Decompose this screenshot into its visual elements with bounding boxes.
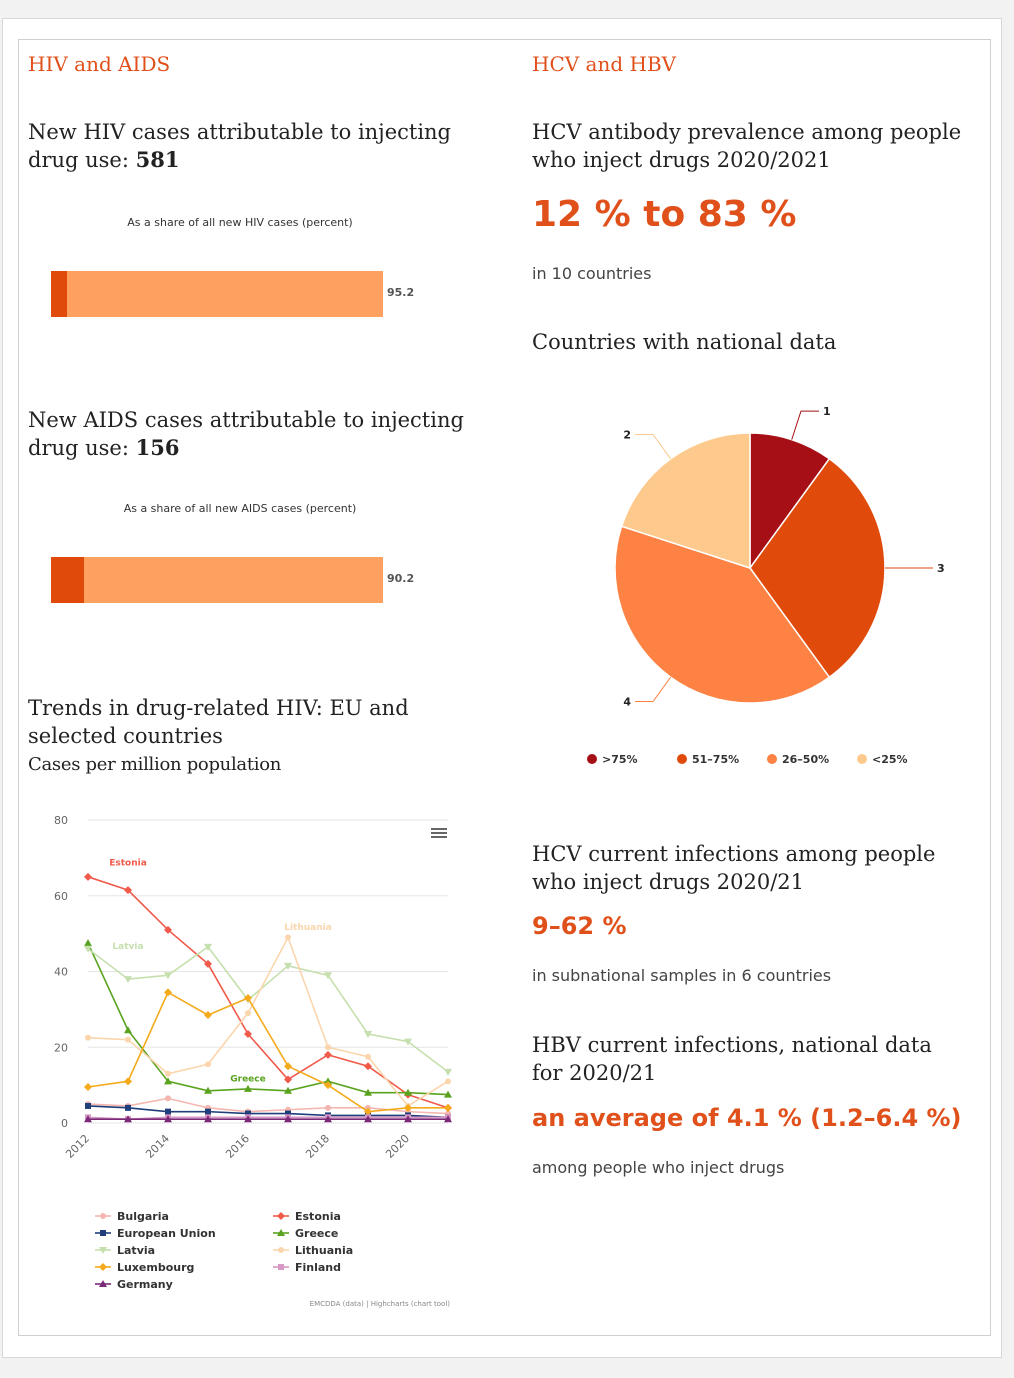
series-greece[interactable] bbox=[84, 939, 452, 1098]
trends-line-chart bbox=[40, 800, 470, 1320]
hbv-range: an average of 4.1 % (1.2–6.4 %) bbox=[532, 1104, 962, 1132]
x-tick-label: 2014 bbox=[143, 1131, 173, 1161]
y-tick-label: 0 bbox=[61, 1117, 68, 1130]
hcv-current-note: in subnational samples in 6 countries bbox=[532, 966, 832, 985]
series-line bbox=[88, 1106, 448, 1117]
series-line bbox=[88, 943, 448, 1095]
legend-item-label[interactable]: Bulgaria bbox=[117, 1210, 169, 1223]
trends-subtitle: Cases per million population bbox=[28, 754, 282, 775]
x-tick-label: 2016 bbox=[223, 1131, 253, 1161]
legend-symbol[interactable] bbox=[278, 1264, 284, 1270]
section-title-hiv-aids: HIV and AIDS bbox=[28, 52, 171, 76]
aids-cases-title-text: New AIDS cases attributable to injecting drug use: bbox=[28, 408, 464, 460]
bar-segment-1 bbox=[67, 271, 383, 317]
series-luxembourg[interactable] bbox=[84, 988, 452, 1115]
legend-symbol[interactable] bbox=[277, 1212, 285, 1220]
pie-connector-3 bbox=[635, 435, 671, 459]
chart-credits[interactable]: EMCDDA (data) | Highcharts (chart tool) bbox=[309, 1300, 450, 1308]
bar-segment-1 bbox=[84, 557, 383, 603]
legend-symbol[interactable] bbox=[100, 1213, 106, 1219]
data-point[interactable] bbox=[285, 934, 291, 940]
aids-share-caption: As a share of all new AIDS cases (percent) bbox=[123, 502, 357, 515]
data-point[interactable] bbox=[445, 1078, 451, 1084]
hbv-note: among people who inject drugs bbox=[532, 1158, 785, 1177]
legend-item-label[interactable]: Finland bbox=[295, 1261, 342, 1274]
pie-legend-label-1[interactable]: 51–75% bbox=[692, 753, 740, 766]
pie-connector-0 bbox=[792, 411, 819, 440]
pie-data-label-3: 2 bbox=[623, 428, 632, 442]
series-inline-label: Greece bbox=[230, 1074, 266, 1085]
data-point[interactable] bbox=[165, 1095, 171, 1101]
pie-data-label-0: 1 bbox=[822, 405, 831, 419]
series-inline-label: Lithuania bbox=[284, 922, 332, 933]
legend-item-label[interactable]: European Union bbox=[117, 1227, 216, 1240]
legend-item-label[interactable]: Luxembourg bbox=[117, 1261, 195, 1274]
data-point[interactable] bbox=[205, 1061, 211, 1067]
pie-legend-symbol-3[interactable] bbox=[857, 754, 867, 764]
bar-segment-0 bbox=[51, 271, 67, 317]
series-line bbox=[88, 947, 448, 1072]
y-tick-label: 20 bbox=[54, 1041, 68, 1055]
series-inline-label: Estonia bbox=[109, 858, 147, 869]
aids-cases-value: 156 bbox=[135, 435, 180, 460]
trends-title-line1: Trends in drug-related HIV: EU and bbox=[28, 696, 409, 720]
hcv-antibody-note: in 10 countries bbox=[532, 264, 652, 283]
hbv-title-line1: HBV current infections, national data bbox=[532, 1033, 932, 1057]
national-data-pie-chart bbox=[580, 395, 980, 785]
data-point[interactable] bbox=[125, 1037, 131, 1043]
series-germany[interactable] bbox=[84, 1115, 452, 1122]
bar-data-label-1: 90.2 bbox=[387, 572, 415, 585]
y-tick-label: 40 bbox=[54, 965, 68, 979]
pie-connector-2 bbox=[635, 677, 671, 701]
hcv-antibody-range: 12 % to 83 % bbox=[532, 194, 797, 235]
hbv-title-line2: for 2020/21 bbox=[532, 1061, 657, 1085]
y-tick-label: 60 bbox=[54, 889, 68, 903]
legend-item-label[interactable]: Estonia bbox=[295, 1210, 341, 1223]
national-data-title: Countries with national data bbox=[532, 330, 837, 354]
data-point[interactable] bbox=[84, 939, 92, 946]
data-point[interactable] bbox=[165, 1109, 171, 1115]
legend-item-label[interactable]: Lithuania bbox=[295, 1244, 354, 1257]
series-estonia[interactable] bbox=[84, 873, 452, 1112]
data-point[interactable] bbox=[324, 1051, 332, 1059]
legend-symbol[interactable] bbox=[278, 1247, 284, 1253]
legend-symbol[interactable] bbox=[99, 1263, 107, 1271]
series-lithuania[interactable] bbox=[85, 934, 451, 1109]
data-point[interactable] bbox=[124, 1026, 132, 1033]
pie-data-label-2: 4 bbox=[623, 695, 632, 709]
pie-legend-symbol-0[interactable] bbox=[587, 754, 597, 764]
data-point[interactable] bbox=[125, 1105, 131, 1111]
hcv-antibody-title-line2: who inject drugs 2020/2021 bbox=[532, 148, 831, 172]
series-line bbox=[88, 1098, 448, 1113]
hcv-current-range: 9–62 % bbox=[532, 912, 627, 940]
trends-title-line2: selected countries bbox=[28, 724, 223, 748]
data-point[interactable] bbox=[284, 1062, 292, 1070]
series-line bbox=[88, 937, 448, 1106]
data-point[interactable] bbox=[205, 1109, 211, 1115]
data-point[interactable] bbox=[245, 1010, 251, 1016]
bar-segment-0 bbox=[51, 557, 84, 603]
aids-cases-title bbox=[28, 406, 478, 462]
hcv-current-title-line2: who inject drugs 2020/21 bbox=[532, 870, 805, 894]
hcv-current-title-line1: HCV current infections among people bbox=[532, 842, 936, 866]
pie-legend-symbol-1[interactable] bbox=[677, 754, 687, 764]
data-point[interactable] bbox=[84, 873, 92, 881]
data-point[interactable] bbox=[444, 1069, 452, 1076]
pie-legend-label-2[interactable]: 26–50% bbox=[782, 753, 830, 766]
pie-legend-symbol-2[interactable] bbox=[767, 754, 777, 764]
data-point[interactable] bbox=[124, 1077, 132, 1085]
data-point[interactable] bbox=[325, 1044, 331, 1050]
hiv-cases-title bbox=[28, 118, 478, 174]
hiv-cases-value: 581 bbox=[135, 147, 180, 172]
hiv-cases-title-text: New HIV cases attributable to injecting drug use: bbox=[28, 120, 452, 172]
pie-data-label-1: 3 bbox=[937, 562, 945, 575]
legend-item-label[interactable]: Greece bbox=[295, 1227, 339, 1240]
x-tick-label: 2018 bbox=[303, 1131, 333, 1161]
legend-symbol[interactable] bbox=[100, 1230, 106, 1236]
series-inline-label: Latvia bbox=[112, 941, 144, 952]
data-point[interactable] bbox=[85, 1103, 91, 1109]
y-tick-label: 80 bbox=[54, 814, 68, 827]
pie-legend-label-3[interactable]: <25% bbox=[872, 753, 908, 766]
data-point[interactable] bbox=[325, 1105, 331, 1111]
series-line bbox=[88, 877, 448, 1108]
series-line bbox=[88, 992, 448, 1111]
section-title-hcv-hbv: HCV and HBV bbox=[532, 52, 677, 76]
x-tick-label: 2020 bbox=[383, 1131, 413, 1161]
hcv-antibody-title-line1: HCV antibody prevalence among people bbox=[532, 120, 962, 144]
legend-item-label[interactable]: Germany bbox=[117, 1278, 173, 1291]
legend-item-label[interactable]: Latvia bbox=[117, 1244, 156, 1257]
data-point[interactable] bbox=[84, 1083, 92, 1091]
data-point[interactable] bbox=[85, 1035, 91, 1041]
chart-menu-icon[interactable] bbox=[431, 828, 447, 838]
x-tick-label: 2012 bbox=[63, 1131, 93, 1161]
bar-data-label-1: 95.2 bbox=[387, 286, 415, 299]
data-point[interactable] bbox=[164, 988, 172, 996]
data-point[interactable] bbox=[365, 1054, 371, 1060]
hiv-share-caption: As a share of all new HIV cases (percent) bbox=[127, 216, 353, 229]
data-point[interactable] bbox=[165, 1071, 171, 1077]
data-point[interactable] bbox=[444, 1104, 452, 1112]
pie-legend-label-0[interactable]: >75% bbox=[602, 753, 638, 766]
data-point[interactable] bbox=[204, 1011, 212, 1019]
